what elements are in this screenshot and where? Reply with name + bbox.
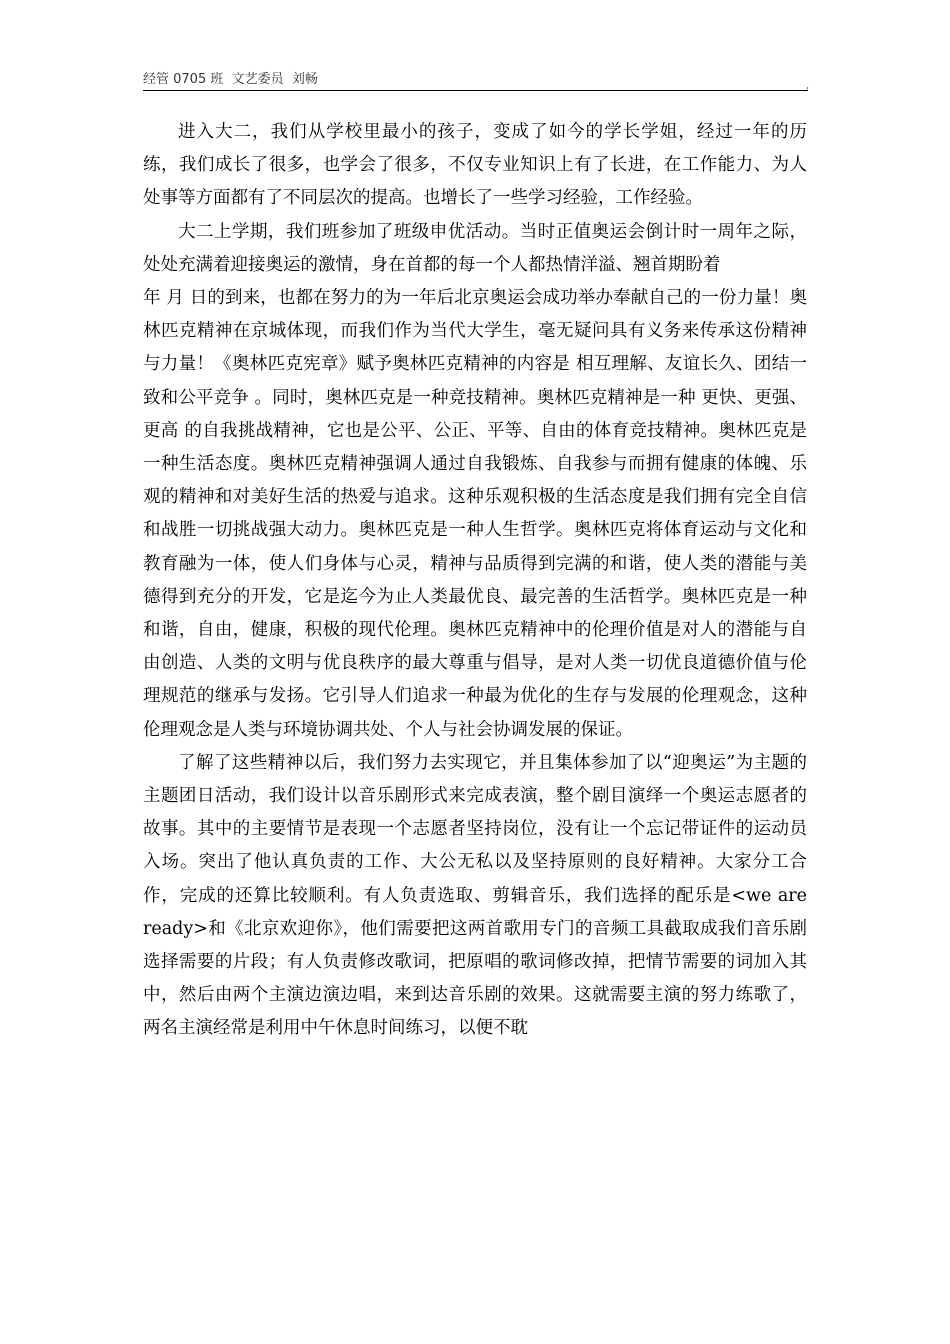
page-header: 经管 0705 班 文艺委员 刘畅 [143,72,318,87]
document-body [143,116,807,1046]
paragraph-class-activity: 大二上学期，我们班参加了班级申优活动。当时正值奥运会倒计时一周年之际，处处充满着迎接奥运的激情，身在首都的每一个人都热情洋溢、翘首期盼着 [143,221,807,275]
paragraph-musical-performance: 了解了这些精神以后，我们努力去实现它，并且集体参加了以“迎奥运”为主题的主题团日活动，我们设计以音乐剧形式来完成表演，整个剧目演绎一个奥运志愿者的故事。其中的主要情节是表现一个志愿者坚持岗位，没有让一个忘记带证件的运动员入场。突出了他认真负责的工作、大公无私以及坚持原则的良好精神。大家分工合作，完成的还算比较顺利。有人负责选取、剪辑音乐，我们选择的配乐是<we are ready>和《北京欢迎你》，他们需要把这两首歌用专门的音频工具截取成我们音乐剧选择需要的片段；有人负责修改歌词，把原唱的歌词修改掉，把情节需要的词加入其中，然后由两个主演边演边唱，来到达音乐剧的效果。这就需要主演的努力练歌了，两名主演经常是利用中午休息时间练习，以便不耽 [143,752,807,1039]
paragraph-olympic-spirit: 年 月 日的到来，也都在努力的为一年后北京奥运会成功举办奉献自己的一份力量！奥林匹克精神在京城体现，而我们作为当代大学生，毫无疑问具有义务来传承这份精神与力量！《奥林匹克宪章》赋予奥林匹克精神的内容是 相互理解、友谊长久、团结一致和公平竞争 。同时，奥林匹克是一种竞技精神。奥林匹克精神是一种 更快、更强、更高 的自我挑战精神，它也是公平、公正、平等、自由的体育竞技精神。奥林匹克是一种生活态度。奥林匹克精神强调人通过自我锻炼、自我参与而拥有健康的体魄、乐观的精神和对美好生活的热爱与追求。这种乐观积极的生活态度是我们拥有完全自信和战胜一切挑战强大动力。奥林匹克是一种人生哲学。奥林匹克将体育运动与文化和教育融为一体，使人们身体与心灵，精神与品质得到完满的和谐，使人类的潜能与美德得到充分的开发，它是迄今为止人类最优良、最完善的生活哲学。奥林匹克是一种和谐，自由，健康，积极的现代伦理。奥林匹克精神中的伦理价值是对人的潜能与自由创造、人类的文明与优良秩序的最大尊重与倡导，是对人类一切优良道德价值与伦理规范的继承与发扬。它引导人们追求一种最为优化的生存与发展的伦理观念，这种伦理观念是人类与环境协调共处、个人与社会协调发展的保证。 [143,288,807,740]
header-mark: , [806,80,810,91]
paragraph-intro: 进入大二，我们从学校里最小的孩子，变成了如今的学长学姐，经过一年的历练，我们成长了很多，也学会了很多，不仅专业知识上有了长进，在工作能力、为人处事等方面都有了不同层次的提高。也增长了一些学习经验，工作经验。 [143,122,807,209]
header-divider [143,90,808,91]
